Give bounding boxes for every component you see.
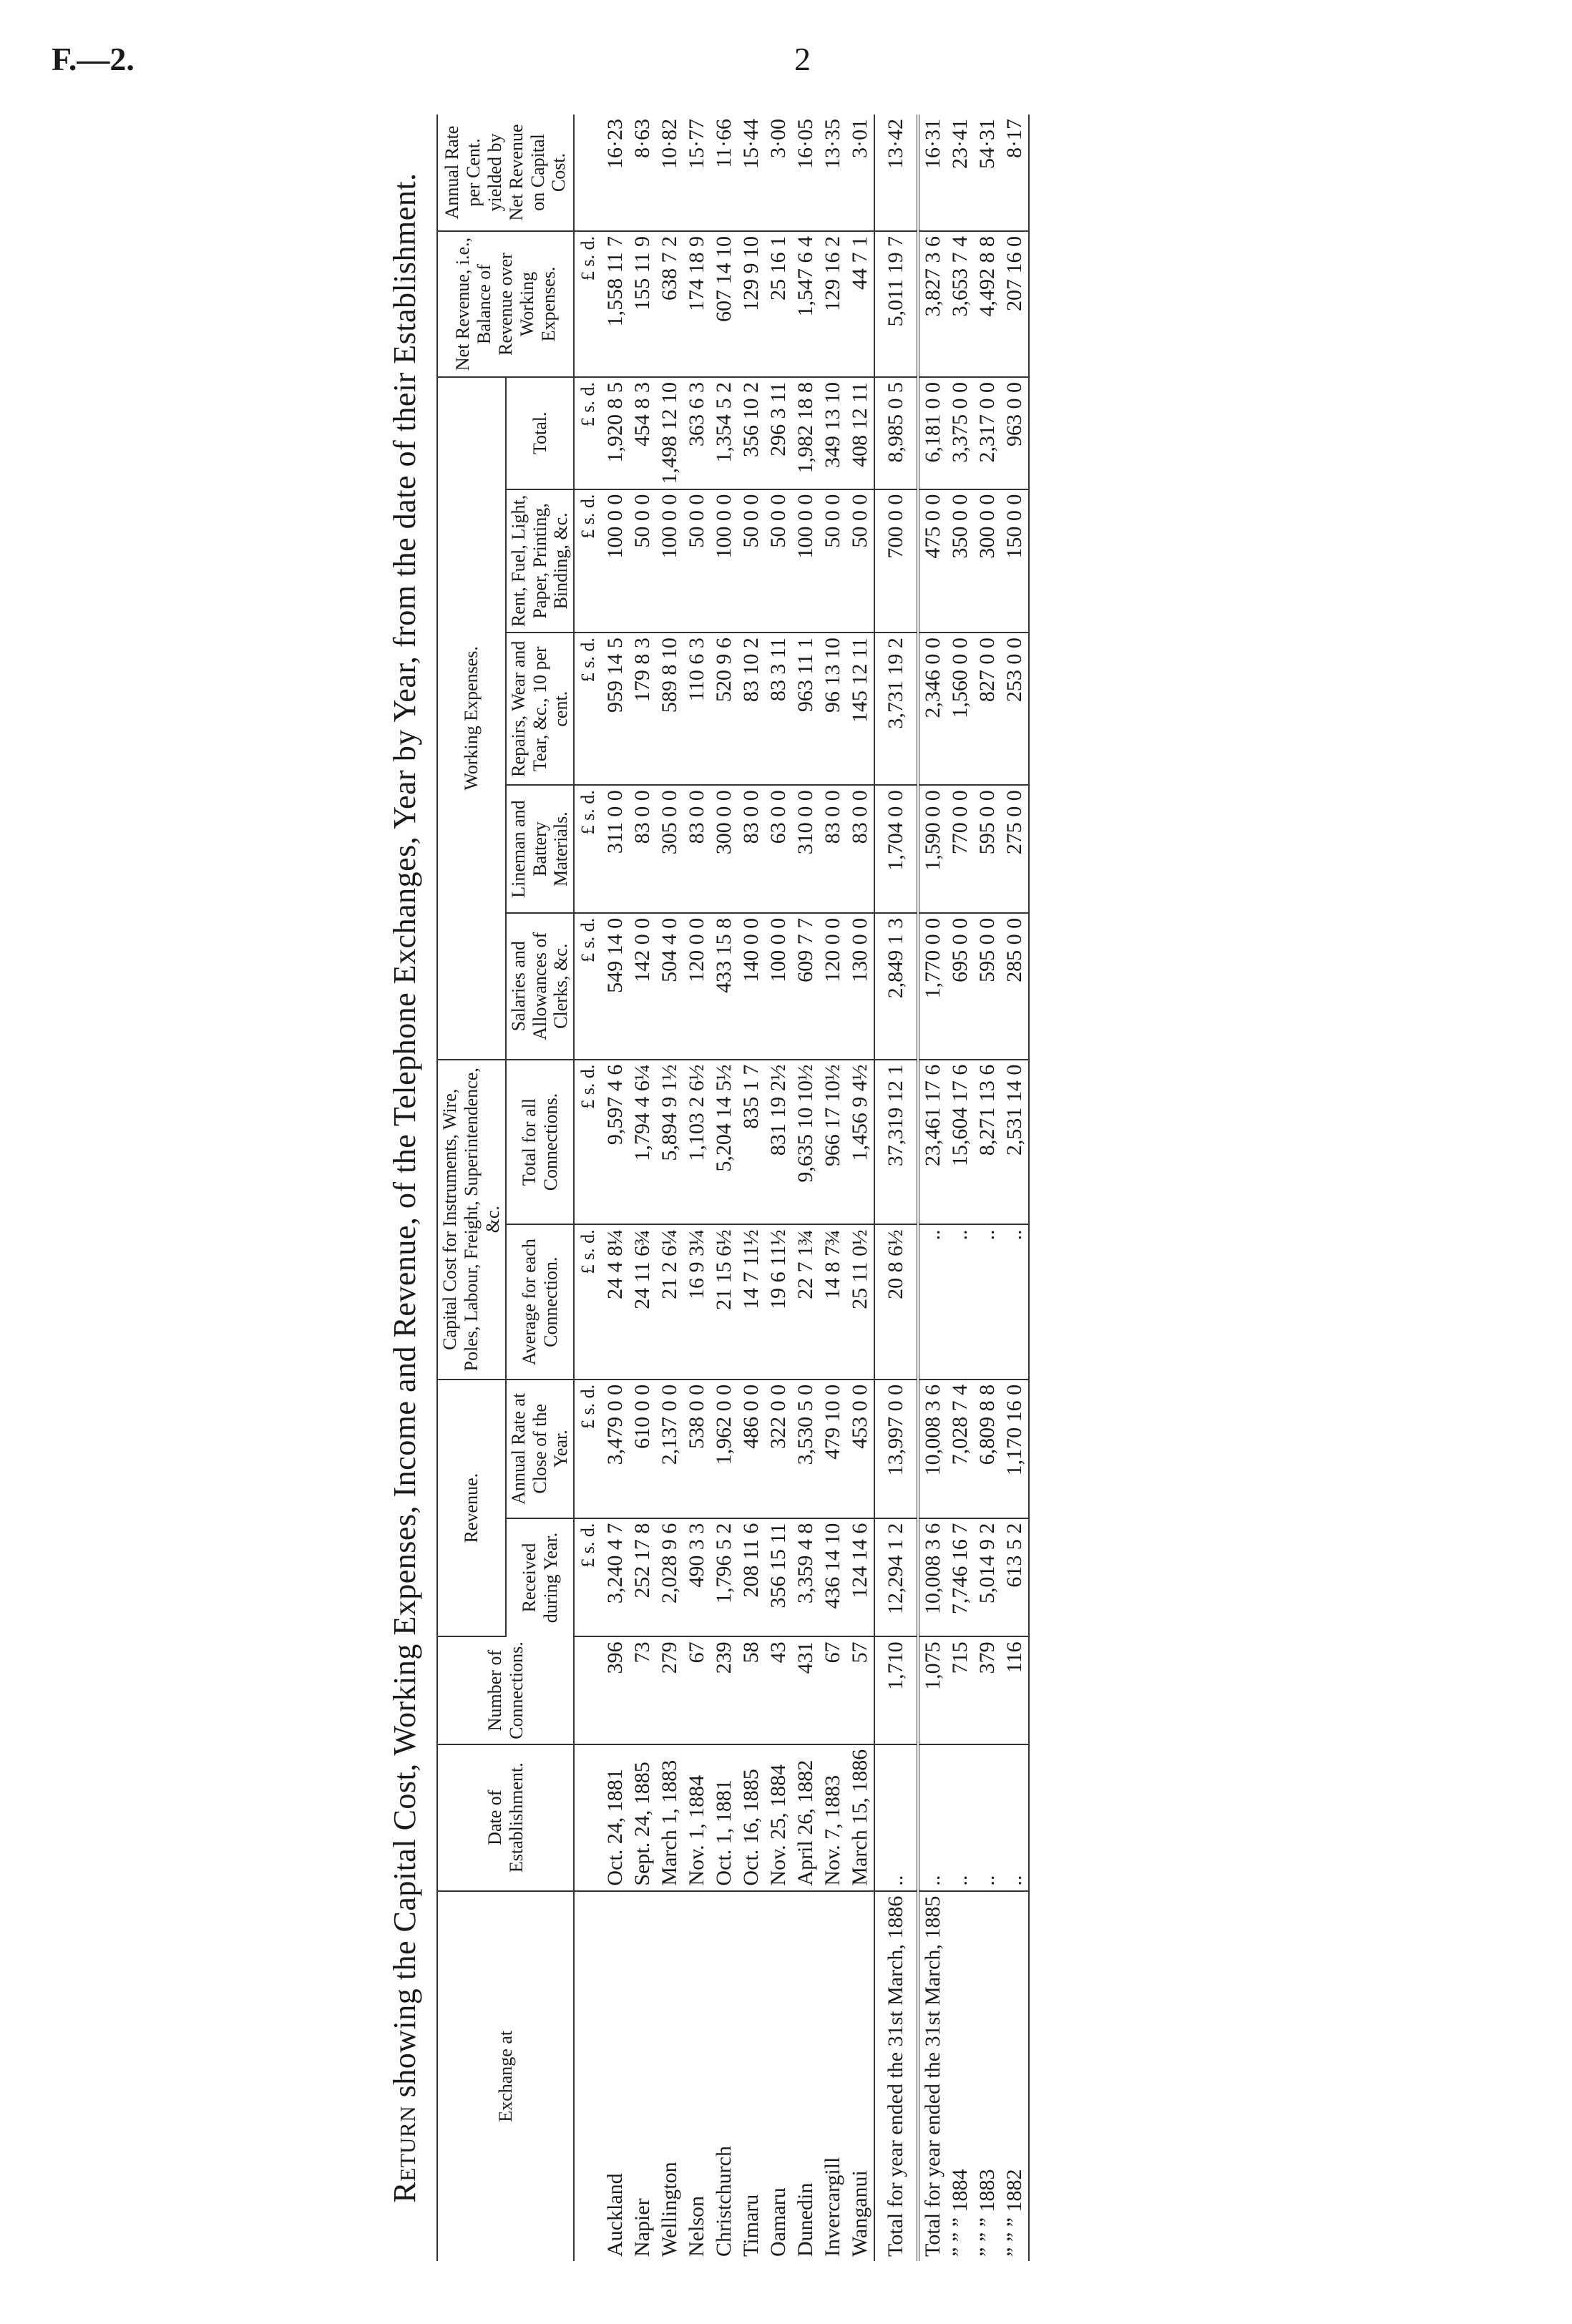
rent-cell: 350 0 0 [947,489,974,633]
lineman-cell: 1,590 0 0 [918,785,947,913]
working-total-cell: 2,317 0 0 [974,377,1001,489]
table-body [574,114,1029,2261]
table-row [602,114,629,2261]
exchange-name: Auckland [603,2173,628,2257]
lineman-cell: 305 0 0 [656,785,683,913]
annual-rate-cell: 453 0 0 [846,1380,874,1518]
connections-cell: 715 [947,1636,974,1744]
connections-cell: 1,075 [918,1636,947,1744]
working-total-cell: 1,982 18 8 [792,377,819,489]
connections-cell: 396 [602,1636,629,1744]
exchange-name: Invercargill [821,2157,845,2257]
connections-cell: 67 [819,1636,846,1744]
working-total-cell: 3,375 0 0 [947,377,974,489]
header-net-revenue: Net Revenue, i.e., Balance of Revenue over Working Expenses. [437,231,574,377]
received-cell: 356 15 11 [765,1518,792,1637]
units-cell: £ s. d. [574,1224,602,1379]
table-title [386,114,423,2261]
received-cell: 5,014 9 2 [974,1518,1001,1637]
date-cell: Nov. 7, 1883 [819,1744,846,1891]
salaries-cell: 120 0 0 [683,913,711,1060]
rent-cell: 700 0 0 [874,489,918,633]
rate-percent-cell: 11·66 [711,114,738,231]
capital-total-cell: 23,461 17 6 [918,1060,947,1225]
return-table [436,114,1030,2261]
average-cell: 25 11 0½ [846,1224,874,1379]
series-label: F.—2. [52,41,135,77]
lineman-cell: 310 0 0 [792,785,819,913]
units-blank-cell [574,1891,602,2261]
salaries-cell: 100 0 0 [765,913,792,1060]
units-cell: £ s. d. [574,1060,602,1225]
average-cell: 16 9 3¼ [683,1224,711,1379]
capital-total-cell: 966 17 10½ [819,1060,846,1225]
connections-cell: 57 [846,1636,874,1744]
net-revenue-cell: 1,558 11 7 [602,231,629,377]
annual-rate-cell: 3,479 0 0 [602,1380,629,1518]
rent-cell: 50 0 0 [629,489,656,633]
annual-rate-cell: 13,997 0 0 [874,1380,918,1518]
exchange-name: Napier [630,2198,655,2257]
header-total-all: Total for all Connections. [506,1060,575,1225]
header-average: Average for each Connection. [506,1224,575,1379]
working-total-cell: 1,354 5 2 [711,377,738,489]
average-cell: .. [974,1224,1001,1379]
connections-cell: 116 [1001,1636,1029,1744]
capital-total-cell: 835 1 7 [738,1060,765,1225]
annual-rate-cell: 10,008 3 6 [918,1380,947,1518]
units-cell: £ s. d. [574,231,602,377]
received-cell: 124 14 6 [846,1518,874,1637]
units-blank-cell [574,1636,602,1744]
average-cell: 22 7 1¾ [792,1224,819,1379]
header-received: Received during Year. [506,1518,575,1637]
date-cell: March 15, 1886 [846,1744,874,1891]
table-row [819,114,846,2261]
working-total-cell: 1,498 12 10 [656,377,683,489]
date-cell: March 1, 1883 [656,1744,683,1891]
rate-percent-cell: 15·77 [683,114,711,231]
working-total-cell: 963 0 0 [1001,377,1029,489]
header-rate-percent: Annual Rate per Cent. yielded by Net Revenue on Capital Cost. [437,114,574,231]
capital-total-cell: 8,271 13 6 [974,1060,1001,1225]
exchange-name: Dunedin [794,2182,818,2257]
working-total-cell: 349 13 10 [819,377,846,489]
header-exchange: Exchange at [437,1891,574,2261]
units-blank-cell [574,114,602,231]
repairs-cell: 3,731 19 2 [874,633,918,785]
received-cell: 613 5 2 [1001,1518,1029,1637]
units-cell: £ s. d. [574,913,602,1060]
table-row [846,114,874,2261]
prior-total-row [974,114,1001,2261]
repairs-cell: 959 14 5 [602,633,629,785]
salaries-cell: 1,770 0 0 [918,913,947,1060]
net-revenue-cell: 5,011 19 7 [874,231,918,377]
rate-percent-cell: 3·01 [846,114,874,231]
average-cell: 19 6 11½ [765,1224,792,1379]
salaries-cell: 2,849 1 3 [874,913,918,1060]
received-cell: 3,240 4 7 [602,1518,629,1637]
salaries-cell: 695 0 0 [947,913,974,1060]
capital-total-cell: 15,604 17 6 [947,1060,974,1225]
annual-rate-cell: 7,028 7 4 [947,1380,974,1518]
rent-cell: 475 0 0 [918,489,947,633]
salaries-cell: 140 0 0 [738,913,765,1060]
date-cell: Oct. 16, 1885 [738,1744,765,1891]
date-cell: .. [874,1744,918,1891]
average-cell: 24 4 8¼ [602,1224,629,1379]
average-cell: 14 7 11½ [738,1224,765,1379]
connections-cell: 58 [738,1636,765,1744]
salaries-cell: 609 7 7 [792,913,819,1060]
rate-percent-cell: 8·63 [629,114,656,231]
header-total: Total. [506,377,575,489]
annual-rate-cell: 2,137 0 0 [656,1380,683,1518]
capital-total-cell: 37,319 12 1 [874,1060,918,1225]
rent-cell: 50 0 0 [846,489,874,633]
connections-cell: 67 [683,1636,711,1744]
header-annual-rate: Annual Rate at Close of the Year. [506,1380,575,1518]
salaries-cell: 285 0 0 [1001,913,1029,1060]
connections-cell: 43 [765,1636,792,1744]
date-cell: Nov. 1, 1884 [683,1744,711,1891]
units-cell: £ s. d. [574,489,602,633]
working-total-cell: 356 10 2 [738,377,765,489]
working-total-cell: 8,985 0 5 [874,377,918,489]
net-revenue-cell: 638 7 2 [656,231,683,377]
lineman-cell: 311 0 0 [602,785,629,913]
page-number: 2 [794,41,811,77]
prior-total-row [947,114,974,2261]
lineman-cell: 1,704 0 0 [874,785,918,913]
exchange-name: Wellington [658,2162,682,2257]
exchange-name: ” ” ” 1883 [975,2169,1000,2257]
prior-total-row [918,114,947,2261]
net-revenue-cell: 129 16 2 [819,231,846,377]
capital-total-cell: 1,103 2 6½ [683,1060,711,1225]
rent-cell: 150 0 0 [1001,489,1029,633]
connections-cell: 279 [656,1636,683,1744]
exchange-name: ” ” ” 1882 [1001,1891,1029,2261]
received-cell: 2,028 9 6 [656,1518,683,1637]
working-total-cell: 1,920 8 5 [602,377,629,489]
lineman-cell: 83 0 0 [846,785,874,913]
lineman-cell: 83 0 0 [683,785,711,913]
header-date: Date of Establishment. [437,1744,574,1891]
title-rest: showing the Capital Cost, Working Expenses, Income and Revenue, of the Telephone Exchanges, Year by Year, from the date of their Establishment. [387,172,422,2106]
repairs-cell: 83 3 11 [765,633,792,785]
received-cell: 490 3 3 [683,1518,711,1637]
units-row [574,114,602,2261]
date-cell: .. [947,1744,974,1891]
header-connections: Number of Connections. [437,1636,574,1744]
date-cell: April 26, 1882 [792,1744,819,1891]
received-cell: 12,294 1 2 [874,1518,918,1637]
header-rent: Rent, Fuel, Light, Paper, Printing, Binding, &c. [506,489,575,633]
rate-percent-cell: 16·23 [602,114,629,231]
connections-cell: 431 [792,1636,819,1744]
repairs-cell: 1,560 0 0 [947,633,974,785]
rate-percent-cell: 13·35 [819,114,846,231]
working-total-cell: 454 8 3 [629,377,656,489]
rent-cell: 100 0 0 [656,489,683,633]
repairs-cell: 963 11 1 [792,633,819,785]
repairs-cell: 96 13 10 [819,633,846,785]
units-cell: £ s. d. [574,785,602,913]
rate-percent-cell: 13·42 [874,114,918,231]
total-row-1886 [874,114,918,2261]
date-cell: .. [918,1744,947,1891]
date-cell: Nov. 25, 1884 [765,1744,792,1891]
working-total-cell: 363 6 3 [683,377,711,489]
received-cell: 436 14 10 [819,1518,846,1637]
title-lead: Return [387,2105,422,2203]
net-revenue-cell: 1,547 6 4 [792,231,819,377]
rent-cell: 50 0 0 [683,489,711,633]
annual-rate-cell: 1,170 16 0 [1001,1380,1029,1518]
repairs-cell: 827 0 0 [974,633,1001,785]
connections-cell: 379 [974,1636,1001,1744]
net-revenue-cell: 3,653 7 4 [947,231,974,377]
average-cell: .. [947,1224,974,1379]
connections-cell: 73 [629,1636,656,1744]
rate-percent-cell: 16·05 [792,114,819,231]
capital-total-cell: 1,794 4 6¼ [629,1060,656,1225]
rent-cell: 50 0 0 [765,489,792,633]
header-lineman: Lineman and Battery Materials. [506,785,575,913]
rate-percent-cell: 23·41 [947,114,974,231]
working-total-cell: 296 3 11 [765,377,792,489]
net-revenue-cell: 129 9 10 [738,231,765,377]
exchange-name: Christchurch [712,2146,736,2257]
date-cell: Sept. 24, 1885 [629,1744,656,1891]
rate-percent-cell: 54·31 [974,114,1001,231]
received-cell: 1,796 5 2 [711,1518,738,1637]
exchange-name: Total for year ended the 31st March, 1886 [874,1891,918,2261]
capital-total-cell: 831 19 2½ [765,1060,792,1225]
annual-rate-cell: 1,962 0 0 [711,1380,738,1518]
units-cell: £ s. d. [574,1518,602,1637]
working-total-cell: 6,181 0 0 [918,377,947,489]
date-cell: .. [1001,1744,1029,1891]
table-row [711,114,738,2261]
annual-rate-cell: 538 0 0 [683,1380,711,1518]
salaries-cell: 595 0 0 [974,913,1001,1060]
date-cell: Oct. 24, 1881 [602,1744,629,1891]
rate-percent-cell: 16·31 [918,114,947,231]
exchange-name: Nelson [685,2196,709,2257]
repairs-cell: 179 8 3 [629,633,656,785]
repairs-cell: 83 10 2 [738,633,765,785]
lineman-cell: 770 0 0 [947,785,974,913]
connections-cell: 239 [711,1636,738,1744]
date-cell: .. [974,1744,1001,1891]
received-cell: 252 17 8 [629,1518,656,1637]
average-cell: .. [918,1224,947,1379]
table-row [629,114,656,2261]
working-total-cell: 408 12 11 [846,377,874,489]
rate-percent-cell: 15·44 [738,114,765,231]
average-cell: 21 15 6½ [711,1224,738,1379]
rate-percent-cell: 10·82 [656,114,683,231]
net-revenue-cell: 174 18 9 [683,231,711,377]
salaries-cell: 120 0 0 [819,913,846,1060]
capital-total-cell: 9,635 10 10½ [792,1060,819,1225]
repairs-cell: 589 8 10 [656,633,683,785]
header-salaries: Salaries and Allowances of Clerks, &c. [506,913,575,1060]
lineman-cell: 83 0 0 [629,785,656,913]
average-cell: 20 8 6½ [874,1224,918,1379]
salaries-cell: 142 0 0 [629,913,656,1060]
net-revenue-cell: 607 14 10 [711,231,738,377]
average-cell: 14 8 7¾ [819,1224,846,1379]
repairs-cell: 253 0 0 [1001,633,1029,785]
table-row [656,114,683,2261]
repairs-cell: 110 6 3 [683,633,711,785]
average-cell: .. [1001,1224,1029,1379]
average-cell: 21 2 6¼ [656,1224,683,1379]
net-revenue-cell: 155 11 9 [629,231,656,377]
units-cell: £ s. d. [574,1380,602,1518]
received-cell: 10,008 3 6 [918,1518,947,1637]
exchange-name: Oamaru [766,2187,791,2257]
units-cell: £ s. d. [574,633,602,785]
table-row [738,114,765,2261]
capital-total-cell: 5,204 14 5½ [711,1060,738,1225]
units-blank-cell [574,1744,602,1891]
rent-cell: 50 0 0 [819,489,846,633]
annual-rate-cell: 3,530 5 0 [792,1380,819,1518]
table-row [792,114,819,2261]
lineman-cell: 275 0 0 [1001,785,1029,913]
salaries-cell: 549 14 0 [602,913,629,1060]
annual-rate-cell: 479 10 0 [819,1380,846,1518]
average-cell: 24 11 6¾ [629,1224,656,1379]
exchange-name: Total for year ended the 31st March, 1885 [918,1891,947,2261]
capital-total-cell: 1,456 9 4½ [846,1060,874,1225]
rate-percent-cell: 3·00 [765,114,792,231]
repairs-cell: 520 9 6 [711,633,738,785]
capital-total-cell: 5,894 9 1½ [656,1060,683,1225]
annual-rate-cell: 6,809 8 8 [974,1380,1001,1518]
net-revenue-cell: 207 16 0 [1001,231,1029,377]
rent-cell: 100 0 0 [711,489,738,633]
received-cell: 7,746 16 7 [947,1518,974,1637]
header-capital-group: Capital Cost for Instruments, Wire, Poles, Labour, Freight, Superintendence, &c. [437,1060,506,1380]
header-repairs: Repairs, Wear and Tear, &c., 10 per cent. [506,633,575,785]
connections-cell: 1,710 [874,1636,918,1744]
rent-cell: 50 0 0 [738,489,765,633]
rent-cell: 100 0 0 [792,489,819,633]
capital-total-cell: 9,597 4 6 [602,1060,629,1225]
lineman-cell: 300 0 0 [711,785,738,913]
salaries-cell: 504 4 0 [656,913,683,1060]
salaries-cell: 130 0 0 [846,913,874,1060]
exchange-name: Timaru [739,2194,763,2257]
net-revenue-cell: 3,827 3 6 [918,231,947,377]
date-cell: Oct. 1, 1881 [711,1744,738,1891]
repairs-cell: 145 12 11 [846,633,874,785]
lineman-cell: 595 0 0 [974,785,1001,913]
net-revenue-cell: 25 16 1 [765,231,792,377]
table-row [765,114,792,2261]
lineman-cell: 83 0 0 [738,785,765,913]
salaries-cell: 433 15 8 [711,913,738,1060]
rent-cell: 300 0 0 [974,489,1001,633]
capital-total-cell: 2,531 14 0 [1001,1060,1029,1225]
header-revenue-group: Revenue. [437,1380,506,1636]
received-cell: 208 11 6 [738,1518,765,1637]
lineman-cell: 83 0 0 [819,785,846,913]
rent-cell: 100 0 0 [602,489,629,633]
prior-total-row [1001,114,1029,2261]
annual-rate-cell: 610 0 0 [629,1380,656,1518]
received-cell: 3,359 4 8 [792,1518,819,1637]
units-cell: £ s. d. [574,377,602,489]
rotated-return-table [386,114,1572,2261]
rate-percent-cell: 8·17 [1001,114,1029,231]
annual-rate-cell: 322 0 0 [765,1380,792,1518]
annual-rate-cell: 486 0 0 [738,1380,765,1518]
net-revenue-cell: 44 7 1 [846,231,874,377]
net-revenue-cell: 4,492 8 8 [974,231,1001,377]
header-working-group: Working Expenses. [437,377,506,1060]
repairs-cell: 2,346 0 0 [918,633,947,785]
exchange-name: ” ” ” 1884 [948,2169,972,2257]
table-row [683,114,711,2261]
exchange-name: Wanganui [848,2170,872,2257]
lineman-cell: 63 0 0 [765,785,792,913]
